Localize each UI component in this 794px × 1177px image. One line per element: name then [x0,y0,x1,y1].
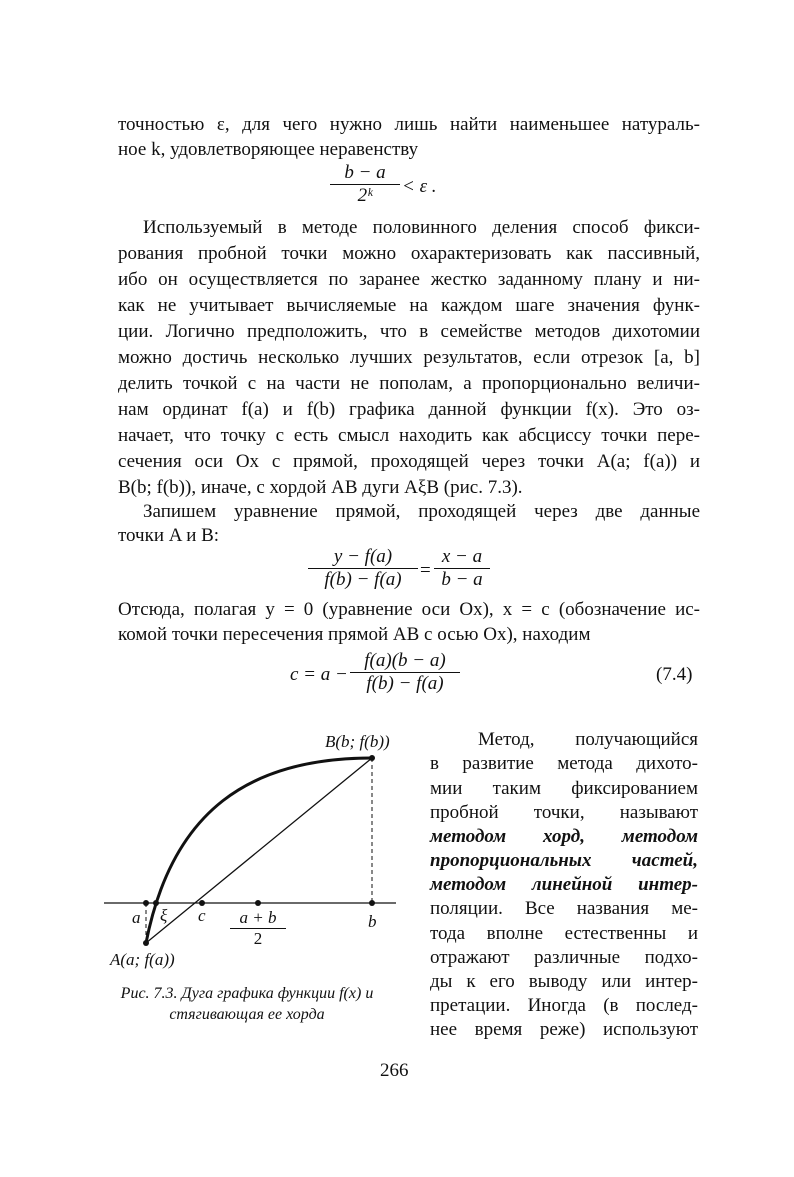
midpoint-numerator: a + b [230,908,286,929]
text-line: отражают различные подхо- [430,947,698,968]
label-a: a [132,908,141,927]
text-line: ное k, удовлетворяющее неравенству [118,139,419,160]
text-line: нее время реже) используют [430,1019,698,1040]
text-line: тода вполне естественны и [430,923,698,944]
text-line: Метод, получающийся [478,729,698,750]
formula-denominator: f(b) − f(a) [324,569,402,590]
text-line: начает, что точку c есть смысл находить как абсциссу точки пере- [118,425,700,446]
text-line: сечения оси Ox с прямой, проходящей через точки A(a; f(a)) и [118,451,700,472]
equation-number: (7.4) [656,664,693,685]
formula-lhs: c = a − [290,664,348,685]
text-line: ибо он осуществляется по заранее жестко заданному плану и ни- [118,269,700,290]
point-mid [255,900,261,906]
formula-numerator: b − a [330,162,400,185]
formula-denominator: b − a [441,569,483,590]
text-line: точки A и B: [118,525,220,546]
label-B: B(b; f(b)) [325,732,390,751]
text-line: точностью ε, для чего нужно лишь найти наименьшее натураль- [118,114,700,135]
formula-numerator: f(a)(b − a) [350,650,460,673]
text-line: методом линейной интер- [430,874,698,895]
formula-numerator: x − a [434,546,490,569]
text-line: как не учитывает вычисляемые на каждом шаге значения функ- [118,295,700,316]
formula-numerator: y − f(a) [308,546,418,569]
formula-rhs: < ε . [402,176,437,197]
text-line: методом хорд, методом [430,826,698,847]
label-A: A(a; f(a)) [110,950,175,969]
text-line: делить точкой c на части не пополам, а пропорционально величи- [118,373,700,394]
point-B [369,755,375,761]
label-xi: ξ [160,906,168,925]
point-b [369,900,375,906]
text-line: пропорциональных частей, [430,850,698,871]
text-line: B(b; f(b)), иначе, с хордой AB дуги AξB (рис. 7.3). [118,477,523,498]
figure-caption: Рис. 7.3. Дуга графика функции f(x) и [120,985,374,1002]
point-A [143,940,149,946]
text-line: Запишем уравнение прямой, проходящей через две данные [143,501,700,522]
point-a [143,900,149,906]
text-line: поляции. Все названия ме- [430,898,698,919]
text-line: претации. Иногда (в послед- [430,995,698,1016]
figure-caption: стягивающая ее хорда [169,1006,325,1023]
text-line: нам ординат f(a) и f(b) графика данной функции f(x). Это оз- [118,399,700,420]
label-c: c [198,906,206,925]
text-line: можно достичь несколько лучших результатов, если отрезок [a, b] [118,347,700,368]
text-line: мии таким фиксированием [430,778,698,799]
label-midpoint [230,908,286,949]
text-line: Отсюда, полагая y = 0 (уравнение оси Ox), x = c (обозначение ис- [118,599,700,620]
text-line: комой точки пересечения прямой AB с осью Ox), находим [118,624,591,645]
formula-denominator: f(b) − f(a) [366,673,444,694]
text-line: Используемый в методе половинного деления способ фикси- [143,217,700,238]
point-xi [153,900,159,906]
label-b: b [368,912,377,931]
text-line: ции. Логично предположить, что в семействе методов дихотомии [118,321,700,342]
page-number: 266 [380,1060,409,1081]
text-line: в развитие метода дихото- [430,753,698,774]
formula-denominator: 2ᵏ [357,185,373,206]
midpoint-denominator: 2 [253,929,263,948]
text-line: ды к его выводу или интер- [430,971,698,992]
text-line: рования пробной точки можно охарактеризовать как пассивный, [118,243,700,264]
equals-sign: = [420,560,431,581]
text-line: пробной точки, называют [430,802,698,823]
